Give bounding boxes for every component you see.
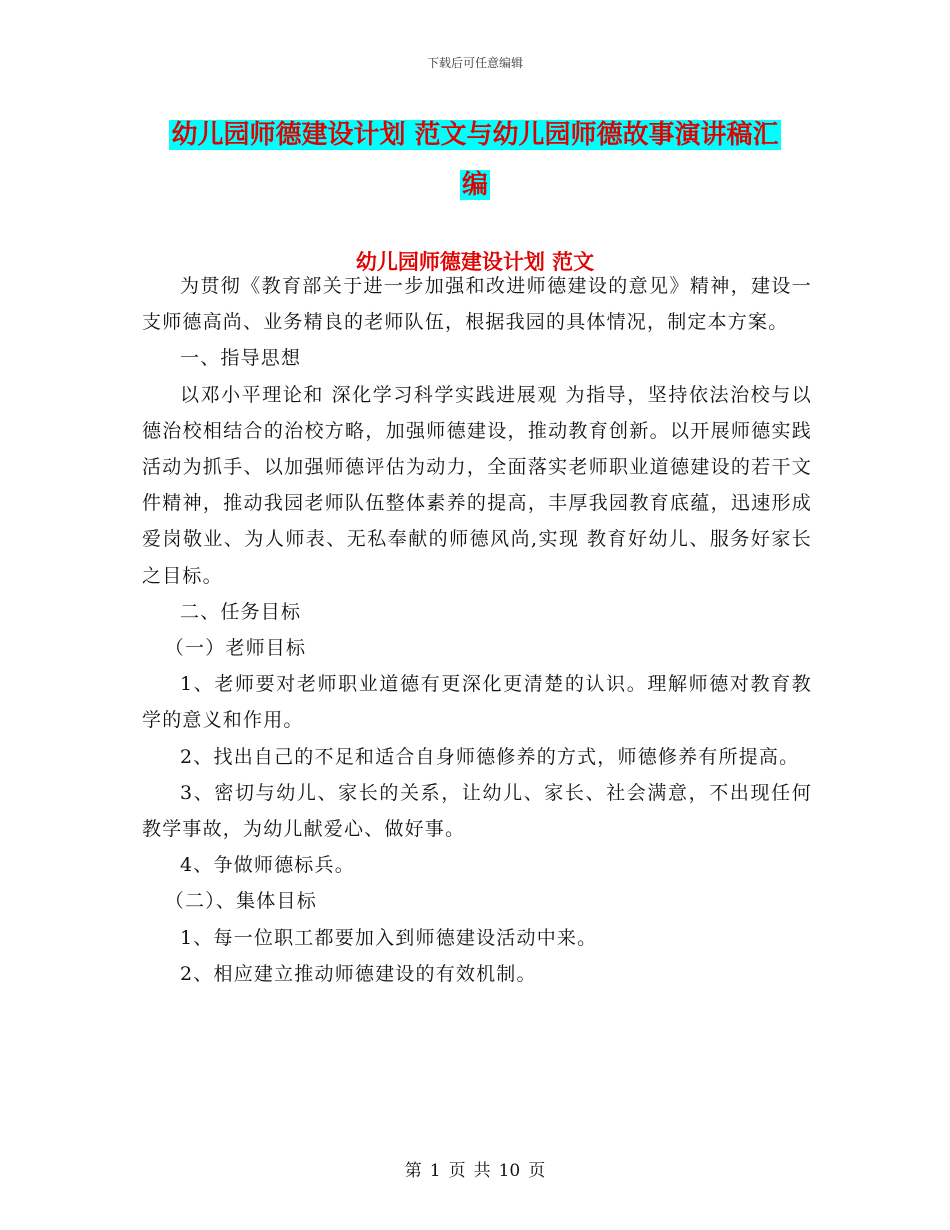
list-item: 2、相应建立推动师德建设的有效机制。 (180, 962, 537, 985)
subheading-collective-goals: （二）、集体目标 (164, 890, 317, 913)
footer-page-unit: 页 (448, 1161, 466, 1181)
footer-total-pages: 10 (498, 1161, 521, 1181)
document-title (140, 110, 810, 210)
page-footer (0, 1156, 950, 1181)
list-item: 4、争做师德标兵。 (180, 854, 355, 877)
heading-guiding-thought: 一、指导思想 (180, 347, 302, 370)
list-item: 1、老师要对老师职业道德有更深化更清楚的认识。理解师德对教育教学的意义和作用。 (142, 673, 812, 732)
document-title-line-1: 幼儿园师德建设计划 范文与幼儿园师德故事演讲稿汇 (171, 120, 779, 150)
list-item: 1、每一位职工都要加入到师德建设活动中来。 (180, 926, 598, 949)
paragraph-guiding-thought: 以邓小平理论和 深化学习科学实践进展观 为指导，坚持依法治校与以德治校相结合的治校方略，加强师德建设，推动教育创新。以开展师德实践活动为抓手、以加强师德评估为动力，全面落实老师职业道德建设的若干文件精神，推动我园老师队伍整体素养的提高，丰厚我园教育底蕴，迅速形成爱岗敬业、为人师表、无私奉献的师德风尚,实现 教育好幼儿、服务好家长 之目标。 (142, 383, 812, 587)
document-title-line-2: 编 (461, 170, 488, 200)
header-note: 下载后可任意编辑 (426, 56, 523, 70)
footer-prefix: 第 (404, 1161, 422, 1181)
footer-total-prefix: 共 (473, 1161, 491, 1181)
footer-total-unit: 页 (528, 1161, 546, 1181)
list-item: 2、找出自己的不足和适合自身师德修养的方式，师德修养有所提高。 (180, 745, 800, 768)
document-body (142, 268, 812, 992)
section-title: 幼儿园师德建设计划 范文 (355, 250, 595, 274)
subheading-teacher-goals: （一）老师目标 (164, 637, 307, 660)
heading-task-goals: 二、任务目标 (180, 600, 302, 623)
list-item: 3、密切与幼儿、家长的关系，让幼儿、家长、社会满意，不出现任何教学事故，为幼儿献爱心、做好事。 (142, 781, 812, 841)
paragraph-intro: 为贯彻《教育部关于进一步加强和改进师德建设的意见》精神，建设一支师德高尚、业务精良的老师队伍，根据我园的具体情况，制定本方案。 (142, 275, 812, 334)
footer-page-number: 1 (429, 1161, 441, 1181)
